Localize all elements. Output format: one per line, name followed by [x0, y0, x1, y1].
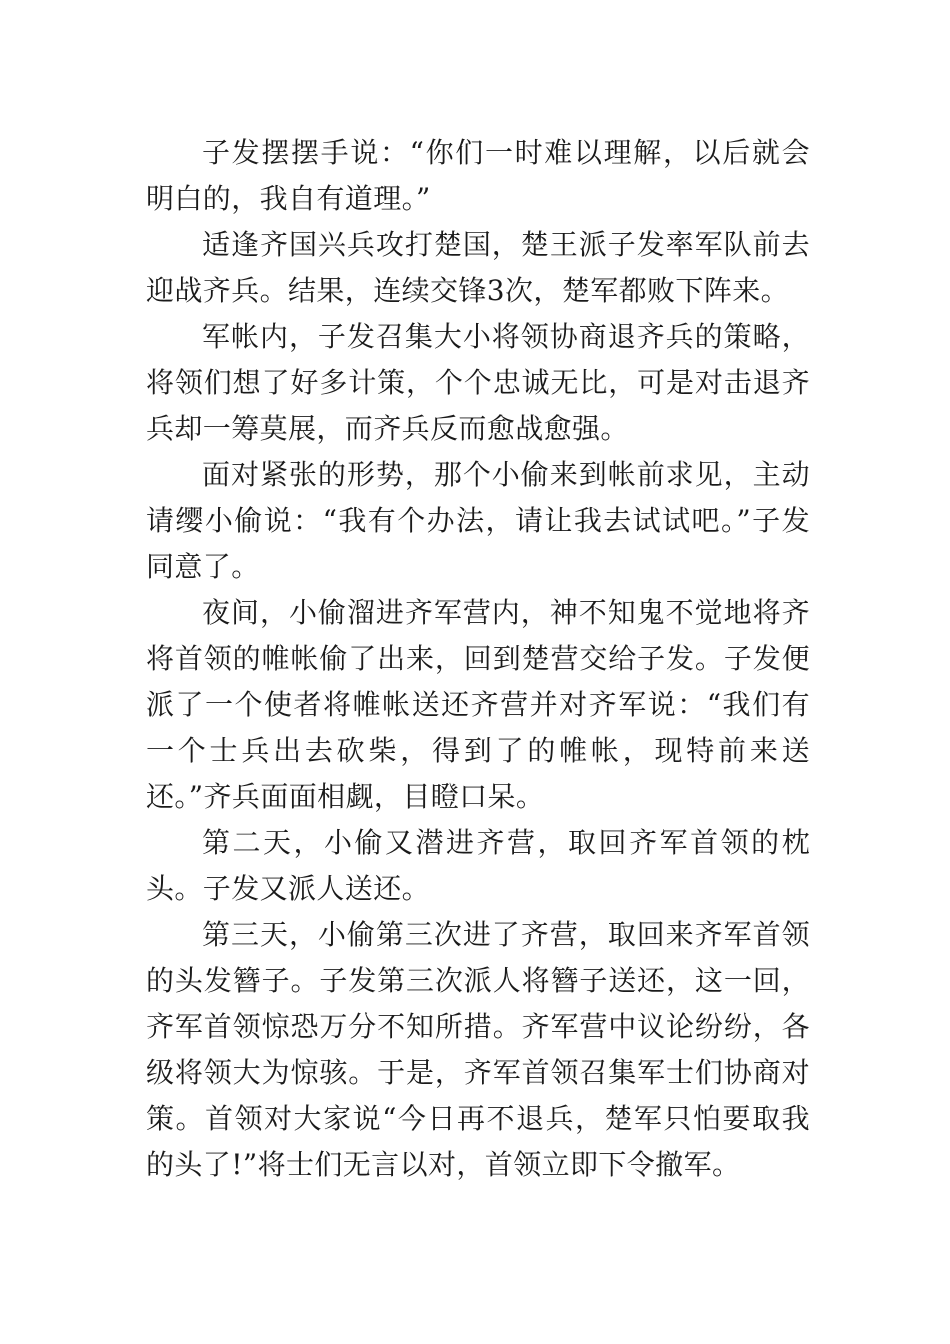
- paragraph-5: 夜间，小偷溜进齐军营内，神不知鬼不觉地将齐将首领的帷帐偷了出来，回到楚营交给子发。子发便派了一个使者将帷帐送还齐营并对齐军说：“我们有一个士兵出去砍柴，得到了的帷帐，现特前来送还。”齐兵面面相觑，目瞪口呆。: [146, 596, 810, 813]
- paragraph-4: 面对紧张的形势，那个小偷来到帐前求见，主动请缨小偷说：“我有个办法，请让我去试试吧。”子发同意了。: [146, 458, 810, 583]
- paragraph-1: 子发摆摆手说：“你们一时难以理解，以后就会明白的，我自有道理。”: [146, 136, 810, 215]
- paragraph-2: 适逢齐国兴兵攻打楚国，楚王派子发率军队前去迎战齐兵。结果，连续交锋3次，楚军都败下阵来。: [146, 228, 810, 307]
- paragraph-3: 军帐内，子发召集大小将领协商退齐兵的策略，将领们想了好多计策，个个忠诚无比，可是对击退齐兵却一筹莫展，而齐兵反而愈战愈强。: [146, 320, 810, 445]
- document-body: [146, 130, 810, 1188]
- paragraph-7: 第三天，小偷第三次进了齐营，取回来齐军首领的头发簪子。子发第三次派人将簪子送还，这一回，齐军首领惊恐万分不知所措。齐军营中议论纷纷，各级将领大为惊骇。于是，齐军首领召集军士们协商对策。首领对大家说“今日再不退兵，楚军只怕要取我的头了!”将士们无言以对，首领立即下令撤军。: [146, 918, 810, 1181]
- paragraph-6: 第二天，小偷又潜进齐营，取回齐军首领的枕头。子发又派人送还。: [146, 826, 810, 905]
